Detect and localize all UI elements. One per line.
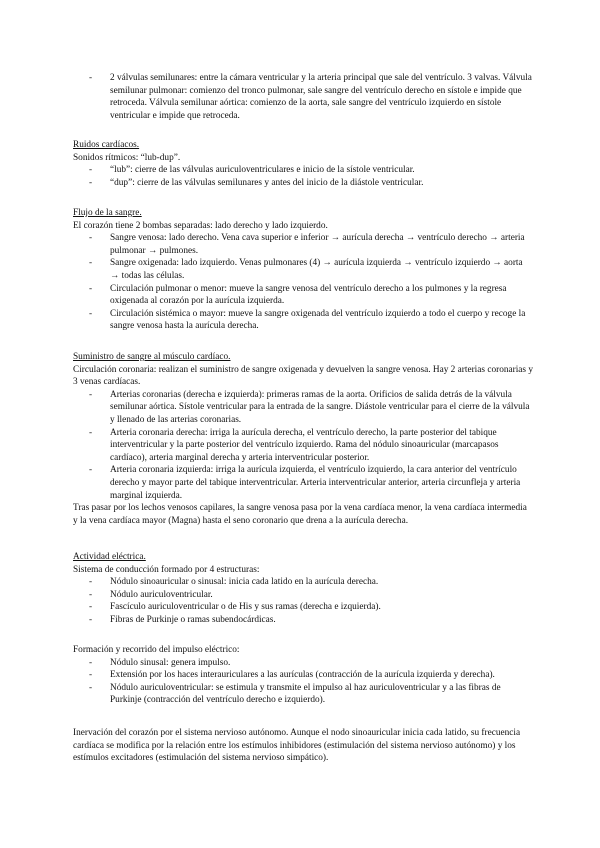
list-item: - Arteria coronaria izquierda: irriga la aurícula izquierda, el ventrículo izquierdo, la cara anterior del ventrículo derecho y mayor parte del tabique interventricular. Arteria interventricular anterior, arteria circunfleja y arteria marginal izquierda.: [73, 464, 533, 502]
valves-list: [73, 72, 533, 122]
section-blood-flow: [73, 207, 533, 333]
section-heading: Ruidos cardíacos.: [73, 140, 140, 150]
list-item: - Nódulo auriculoventricular: se estimula y transmite el impulso al haz auriculoventricular y a las fibras de Purkinje (contracción del ventrículo derecho e izquierdo).: [73, 682, 533, 707]
section-heading: Suministro de sangre al músculo cardíaco.: [73, 352, 231, 362]
section-innervation: [73, 727, 533, 765]
list-item: - Arteria coronaria derecha: irriga la aurícula derecha, el ventrículo derecho, la parte posterior del tabique interventricular y la parte posterior del ventrículo izquierdo. Rama del nódulo sinoauricular (marcapasos cardíaco), arteria marginal derecha y arteria interventricular posterior.: [73, 427, 533, 465]
blood-flow-list: [73, 232, 533, 333]
section-heading: Flujo de la sangre.: [73, 208, 142, 218]
list-item: - Nódulo sinusal: genera impulso.: [73, 657, 533, 670]
section-outro: Tras pasar por los lechos venosos capilares, la sangre venosa pasa por la vena cardíaca menor, la vena cardíaca intermedia y la vena cardíaca mayor (Magna) hasta el seno coronario que drena a la aurícula derecha.: [73, 503, 527, 526]
list-item: - Sangre oxigenada: lado izquierdo. Venas pulmonares (4) → aurícula izquierda → ventrículo izquierdo → aorta → todas las células.: [73, 257, 533, 282]
list-item: - 2 válvulas semilunares: entre la cámara ventricular y la arteria principal que sale del ventrículo. 3 valvas. Válvula semilunar pulmonar: comienzo del tronco pulmonar, sale sangre del ventrículo derecho en sístole e impide que retroceda. Válvula semilunar aórtica: comienzo de la aorta, sale sangre del ventrículo izquierdo en sístole ventricular e impide que retroceda.: [73, 72, 533, 122]
list-item: - Nódulo sinoauricular o sinusal: inicia cada latido en la aurícula derecha.: [73, 576, 533, 589]
section-intro: El corazón tiene 2 bombas separadas: lado derecho y lado izquierdo.: [73, 220, 328, 231]
list-item: - Circulación pulmonar o menor: mueve la sangre venosa del ventrículo derecho a los pulmones y la regresa oxigenada al corazón por la aurícula izquierda.: [73, 283, 533, 308]
list-item: - Fascículo auriculoventricular o de His y sus ramas (derecha e izquierda).: [73, 601, 533, 614]
coronary-list: [73, 389, 533, 502]
section-impulse: [73, 644, 533, 707]
section-intro: Sonidos rítmicos: “lub-dup”.: [73, 152, 181, 163]
list-item: - Sangre venosa: lado derecho. Vena cava superior e inferior → aurícula derecha → ventrículo derecho → arteria pulmonar → pulmones.: [73, 232, 533, 257]
section-coronary-supply: [73, 351, 533, 527]
section-intro: Circulación coronaria: realizan el suministro de sangre oxigenada y devuelven la sangre venosa. Hay 2 arterias coronarias y 3 venas cardíacas.: [73, 364, 534, 388]
conduction-list: [73, 576, 533, 626]
section-electrical-activity: [73, 551, 533, 627]
section-intro: Formación y recorrido del impulso eléctrico:: [73, 645, 240, 655]
innervation-paragraph: Inervación del corazón por el sistema nervioso autónomo. Aunque el nodo sinoauricular inicia cada latido, su frecuencia cardíaca se modifica por la relación entre los estímulos inhibidores (estimulación del sistema nervioso autónomo) y los estímulos excitadores (estimulación del sistema nervioso simpático).: [73, 728, 521, 764]
section-intro: Sistema de conducción formado por 4 estructuras:: [73, 564, 260, 575]
list-item: - Extensión por los haces interauriculares a las aurículas (contracción de la aurícula izquierda y derecha).: [73, 669, 533, 682]
section-valves: [73, 72, 533, 122]
list-item: - Nódulo auriculoventricular.: [73, 589, 533, 602]
list-item: - Arterias coronarias (derecha e izquierda): primeras ramas de la aorta. Orificios de salida detrás de la válvula semilunar aórtica. Sístole ventricular para la entrada de la sangre. Diástole ventricular para el cierre de la válvula y llenado de las arterias coronarias.: [73, 389, 533, 427]
impulse-list: [73, 657, 533, 707]
list-item: - Fibras de Purkinje o ramas subendocárdicas.: [73, 614, 533, 627]
list-item: - “dup”: cierre de las válvulas semilunares y antes del inicio de la diástole ventricular.: [73, 177, 533, 190]
heart-sounds-list: [73, 164, 533, 189]
list-item: - Circulación sistémica o mayor: mueve la sangre oxigenada del ventrículo izquierdo a todo el cuerpo y recoge la sangre venosa hasta la aurícula derecha.: [73, 308, 533, 333]
list-item: - “lub”: cierre de las válvulas auriculoventriculares e inicio de la sístole ventricular.: [73, 164, 533, 177]
section-heading: Actividad eléctrica.: [73, 552, 146, 562]
section-heart-sounds: [73, 139, 533, 189]
